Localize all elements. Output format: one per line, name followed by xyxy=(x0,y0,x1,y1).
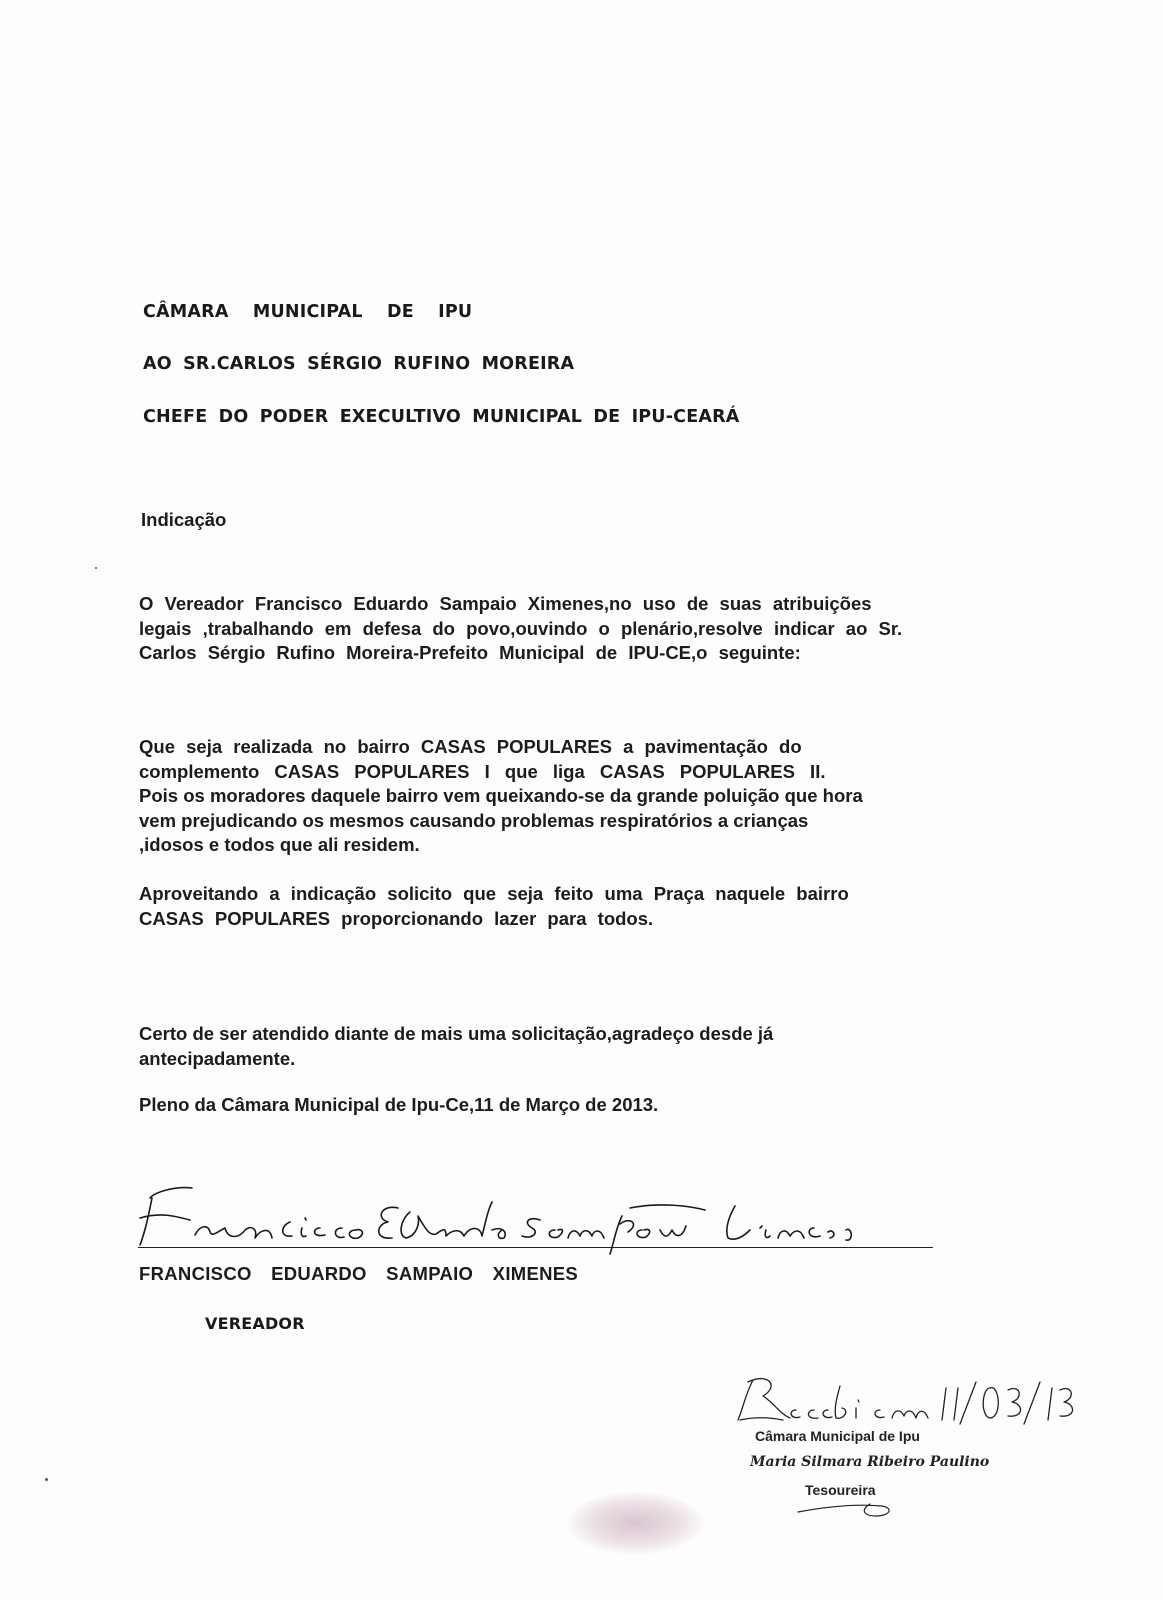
request-line: vem prejudicando os mesmos causando problemas respiratórios a crianças xyxy=(139,809,809,831)
request2-line: CASAS POPULARES proporcionando lazer para todos. xyxy=(139,907,654,929)
handwritten-signature xyxy=(130,1180,950,1260)
paper-speck xyxy=(45,1478,48,1481)
closing-paragraph xyxy=(139,1022,773,1071)
intro-line: Carlos Sérgio Rufino Moreira-Prefeito Municipal de IPU-CE,o seguinte: xyxy=(139,642,801,663)
request-paragraph xyxy=(139,735,863,858)
place-date: Pleno da Câmara Municipal de Ipu-Ce,11 de Março de 2013. xyxy=(139,1094,659,1115)
signature-line xyxy=(138,1247,933,1248)
header-recipient: AO SR.CARLOS SÉRGIO RUFINO MOREIRA xyxy=(143,354,575,374)
intro-line: O Vereador Francisco Eduardo Sampaio Ximenes,no uso de suas atribuições xyxy=(139,593,872,614)
request2-paragraph xyxy=(139,882,849,931)
ink-smudge xyxy=(568,1492,703,1554)
stamp-initials-mark xyxy=(790,1490,910,1522)
closing-line: Certo de ser atendido diante de mais uma solicitação,agradeço desde já xyxy=(139,1023,774,1044)
header-recipient-title: CHEFE DO PODER EXECULTIVO MUNICIPAL DE IPU-CEARÁ xyxy=(143,407,740,427)
stamp-role: Tesoureira xyxy=(805,1482,876,1498)
stamp-institution: Câmara Municipal de Ipu xyxy=(755,1428,920,1444)
doc-type: Indicação xyxy=(141,509,227,530)
intro-paragraph xyxy=(139,592,902,666)
signatory-role: VEREADOR xyxy=(205,1314,305,1333)
closing-line: antecipadamente. xyxy=(139,1047,296,1069)
header-institution: CÂMARA MUNICIPAL DE IPU xyxy=(143,302,473,322)
receipt-handwriting xyxy=(728,1368,1078,1428)
request-line: ,idosos e todos que ali residem. xyxy=(139,834,420,855)
signatory-name: FRANCISCO EDUARDO SAMPAIO XIMENES xyxy=(139,1263,579,1284)
paper-speck xyxy=(95,567,97,569)
request-line: Que seja realizada no bairro CASAS POPULARES a pavimentação do xyxy=(139,736,802,757)
request-line: complemento CASAS POPULARES I que liga CASAS POPULARES II. xyxy=(139,760,826,782)
stamp-name: Maria Silmara Ribeiro Paulino xyxy=(750,1454,990,1470)
request-line: Pois os moradores daquele bairro vem queixando-se da grande poluição que hora xyxy=(139,785,863,806)
intro-line: legais ,trabalhando em defesa do povo,ouvindo o plenário,resolve indicar ao Sr. xyxy=(139,617,903,639)
request2-line: Aproveitando a indicação solicito que seja feito uma Praça naquele bairro xyxy=(139,883,849,904)
